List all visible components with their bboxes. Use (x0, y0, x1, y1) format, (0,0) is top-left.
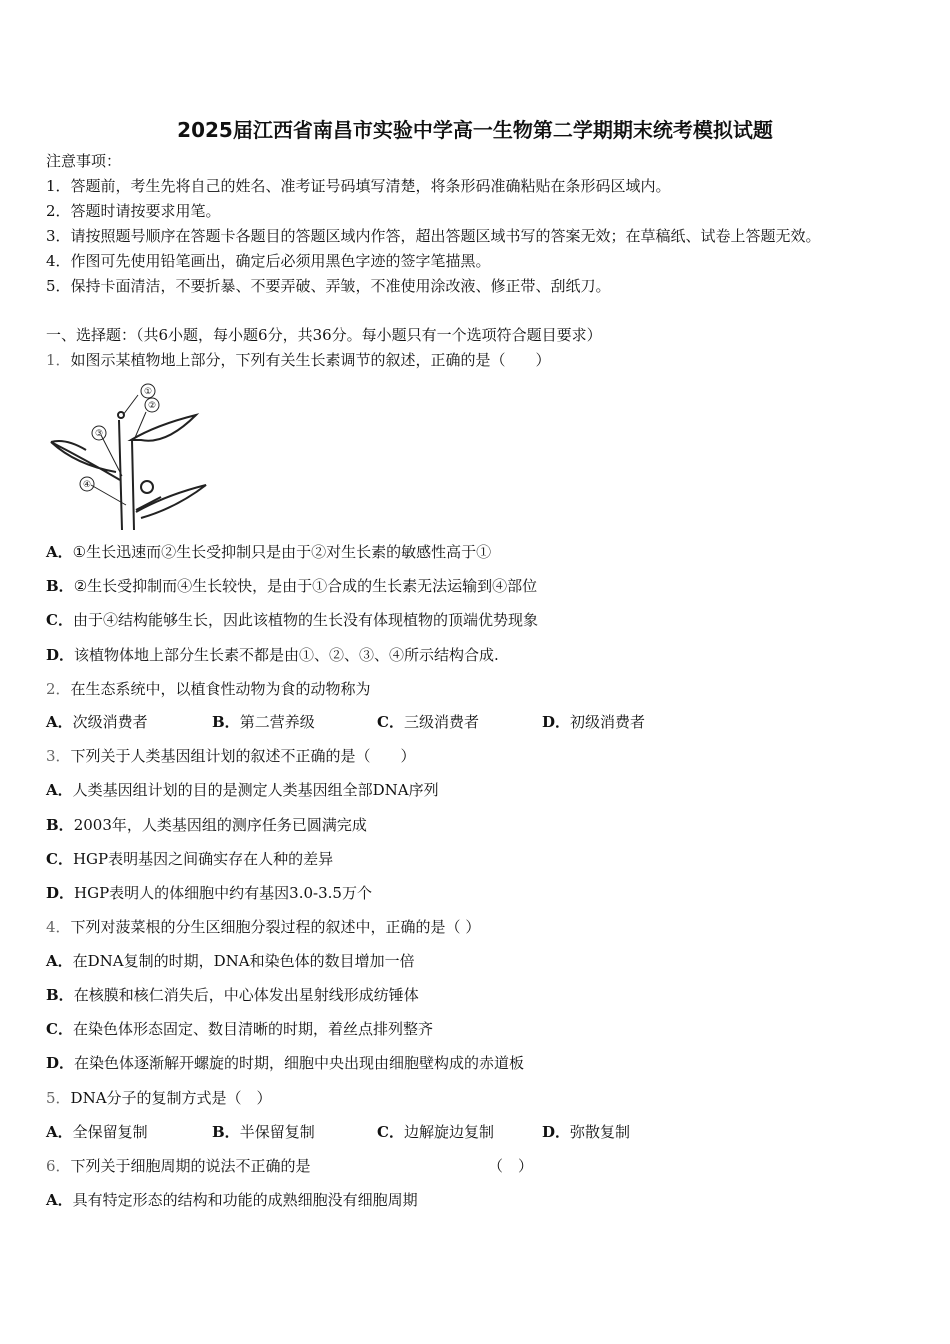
label-3: ③ (94, 429, 104, 439)
option: B．2003年，人类基因组的测序任务已圆满完成 (46, 816, 367, 834)
note-item: 3．请按照题号顺序在答题卡各题目的答题区域内作答，超出答题区域书写的答案无效；在草稿纸、试卷上答题无效。 (46, 227, 821, 245)
option: C．在染色体形态固定、数目清晰的时期，着丝点排列整齐 (46, 1020, 433, 1038)
question-3: 3．下列关于人类基因组计划的叙述不正确的是（ ） (46, 747, 416, 765)
option: A．次级消费者 (46, 713, 148, 731)
plant-figure (46, 380, 216, 532)
option: D．HGP表明人的体细胞中约有基因3.0-3.5万个 (46, 884, 372, 902)
option: B．在核膜和核仁消失后，中心体发出星射线形成纺锤体 (46, 986, 419, 1004)
question-4: 4．下列对菠菜根的分生区细胞分裂过程的叙述中，正确的是（ ） (46, 918, 481, 936)
label-4: ④ (82, 480, 92, 490)
option: C．边解旋边复制 (377, 1123, 494, 1141)
option: D．初级消费者 (542, 713, 646, 731)
option: C．三级消费者 (377, 713, 479, 731)
option: B．半保留复制 (212, 1123, 315, 1141)
answer-paren: （ ） (488, 1157, 534, 1175)
label-2: ② (147, 401, 157, 411)
option: A．在DNA复制的时期，DNA和染色体的数目增加一倍 (46, 952, 415, 970)
option: B．第二营养级 (212, 713, 315, 731)
option: A．①生长迅速而②生长受抑制只是由于②对生长素的敏感性高于① (46, 543, 492, 561)
option: B．②生长受抑制而④生长较快，是由于①合成的生长素无法运输到④部位 (46, 577, 538, 595)
option: C．HGP表明基因之间确实存在人种的差异 (46, 850, 334, 868)
note-item: 4．作图可先使用铅笔画出，确定后必须用黑色字迹的签字笔描黑。 (46, 252, 491, 270)
option: C．由于④结构能够生长，因此该植物的生长没有体现植物的顶端优势现象 (46, 611, 538, 629)
question-2: 2．在生态系统中，以植食性动物为食的动物称为 (46, 680, 371, 698)
notes-heading: 注意事项： (46, 152, 122, 170)
note-item: 1．答题前，考生先将自己的姓名、准考证号码填写清楚，将条形码准确粘贴在条形码区域内。 (46, 177, 671, 195)
question-5: 5．DNA分子的复制方式是（ ） (46, 1089, 272, 1107)
question-1: 1．如图示某植物地上部分，下列有关生长素调节的叙述，正确的是（ ） (46, 351, 551, 369)
note-item: 5．保持卡面清洁，不要折暴、不要弄破、弄皱，不准使用涂改液、修正带、刮纸刀。 (46, 277, 611, 295)
option: D．该植物体地上部分生长素不都是由①、②、③、④所示结构合成. (46, 646, 499, 664)
label-1: ① (143, 387, 153, 397)
option: A．全保留复制 (46, 1123, 148, 1141)
option: A．具有特定形态的结构和功能的成熟细胞没有细胞周期 (46, 1191, 418, 1209)
option: A．人类基因组计划的目的是测定人类基因组全部DNA序列 (46, 781, 439, 799)
note-item: 2．答题时请按要求用笔。 (46, 202, 221, 220)
page-title: 2025届江西省南昌市实验中学高一生物第二学期期末统考模拟试题 (177, 118, 773, 142)
question-6: 6．下列关于细胞周期的说法不正确的是 (46, 1157, 311, 1175)
option: D．在染色体逐渐解开螺旋的时期，细胞中央出现由细胞壁构成的赤道板 (46, 1054, 525, 1072)
section-heading: 一、选择题：（共6小题，每小题6分，共36分。每小题只有一个选项符合题目要求） (46, 326, 602, 344)
option: D．弥散复制 (542, 1123, 631, 1141)
